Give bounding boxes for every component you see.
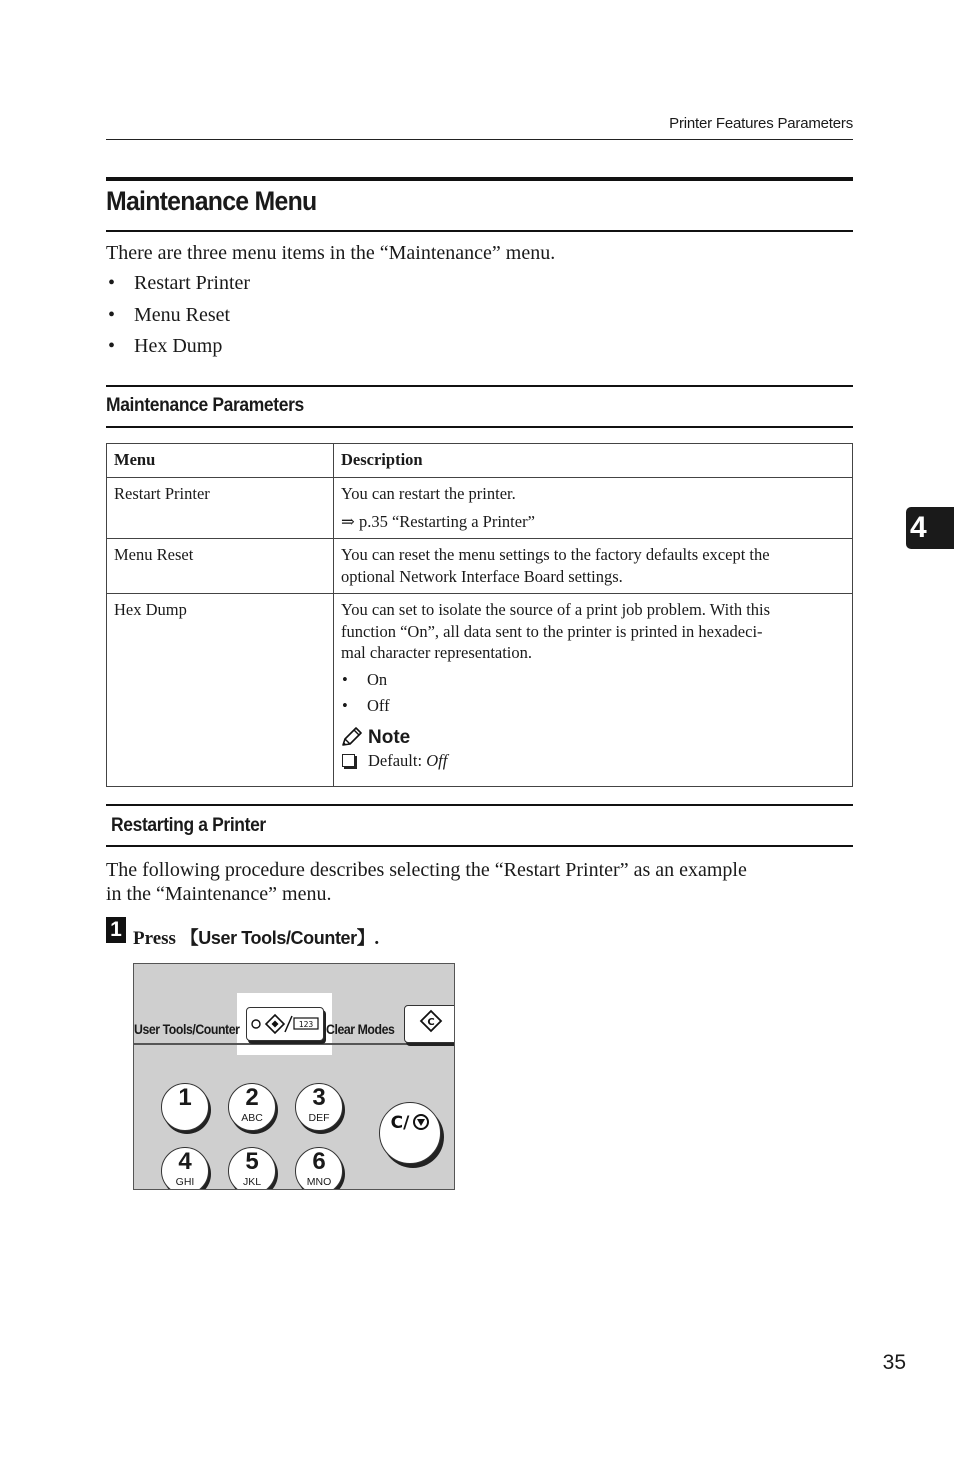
user-tools-label: User Tools/Counter [134, 1021, 240, 1037]
page-number: 35 [882, 1351, 906, 1374]
subsection-title: Restarting a Printer [111, 815, 266, 836]
key-2[interactable]: 2 ABC [228, 1083, 276, 1131]
control-panel-illustration [133, 963, 455, 1190]
user-tools-counter-icon [247, 1008, 323, 1040]
clear-modes-label: Clear Modes [326, 1021, 395, 1037]
clear-stop-icon [380, 1103, 440, 1163]
column-header: Menu [107, 444, 334, 478]
key-3[interactable]: 3 DEF [295, 1083, 343, 1131]
intro-paragraph: There are three menu items in the “Maintenance” menu. [106, 242, 556, 264]
subsection-top-rule [106, 804, 853, 806]
key-5[interactable]: 5 JKL [228, 1147, 276, 1190]
pencil-note-icon [341, 727, 363, 747]
menu-cell: Menu Reset [107, 539, 334, 594]
chapter-tab: 4 [906, 507, 954, 549]
svg-text:123: 123 [298, 1020, 314, 1029]
user-tools-counter-key[interactable] [246, 1007, 324, 1041]
step-number: 1 [106, 917, 126, 943]
table-row [107, 594, 853, 787]
subsection-bottom-rule [106, 426, 853, 428]
clear-modes-icon [405, 1006, 445, 1040]
subsection-top-rule [106, 385, 853, 387]
table-row [107, 539, 853, 594]
cross-reference: ⇒ p.35 “Restarting a Printer” [341, 511, 535, 531]
description-cell: You can reset the menu settings to the factory defaults except the optional Network Interface Board settings. [334, 539, 853, 594]
menu-cell: Hex Dump [107, 594, 334, 787]
menu-cell: Restart Printer [107, 478, 334, 539]
table-header-row [107, 444, 853, 478]
key-4[interactable]: 4 GHI [161, 1147, 209, 1190]
key-1[interactable]: 1 [161, 1083, 209, 1131]
column-header: Description [334, 444, 853, 478]
note-heading: Note [341, 727, 845, 749]
list-item: • Off [342, 696, 390, 715]
clear-stop-key[interactable] [379, 1102, 441, 1164]
parameters-table [106, 443, 853, 787]
key-6[interactable]: 6 MNO [295, 1147, 343, 1190]
page-title: Maintenance Menu [106, 186, 317, 216]
description-cell: You can set to isolate the source of a print job problem. With this function “On”, all data sent to the printer is printed in hexadeci- mal character representation. • On • Off Note Default: Off [334, 594, 853, 787]
step-instruction: Press 【User Tools/Counter】. [133, 928, 380, 949]
section-title-rule [106, 230, 853, 232]
procedure-intro: The following procedure describes selecting the “Restart Printer” as an example in the “Maintenance” menu. [106, 859, 747, 905]
clear-modes-key[interactable] [404, 1005, 455, 1043]
option-list [341, 669, 845, 717]
description-cell: You can restart the printer. ⇒ p.35 “Restarting a Printer” [334, 478, 853, 539]
key-name: 【User Tools/Counter】 [180, 928, 375, 948]
section-top-rule [106, 177, 853, 181]
subsection-title: Maintenance Parameters [106, 395, 304, 416]
running-header: Printer Features Parameters [669, 115, 853, 132]
checkbox-icon [342, 754, 355, 767]
subsection-bottom-rule [106, 845, 853, 847]
svg-text:C: C [427, 1017, 435, 1028]
header-rule [106, 139, 853, 140]
note-default: Default: Off [341, 750, 845, 772]
table-row [107, 478, 853, 539]
list-item: • On [342, 669, 388, 689]
svg-text:C/: C/ [390, 1113, 410, 1133]
